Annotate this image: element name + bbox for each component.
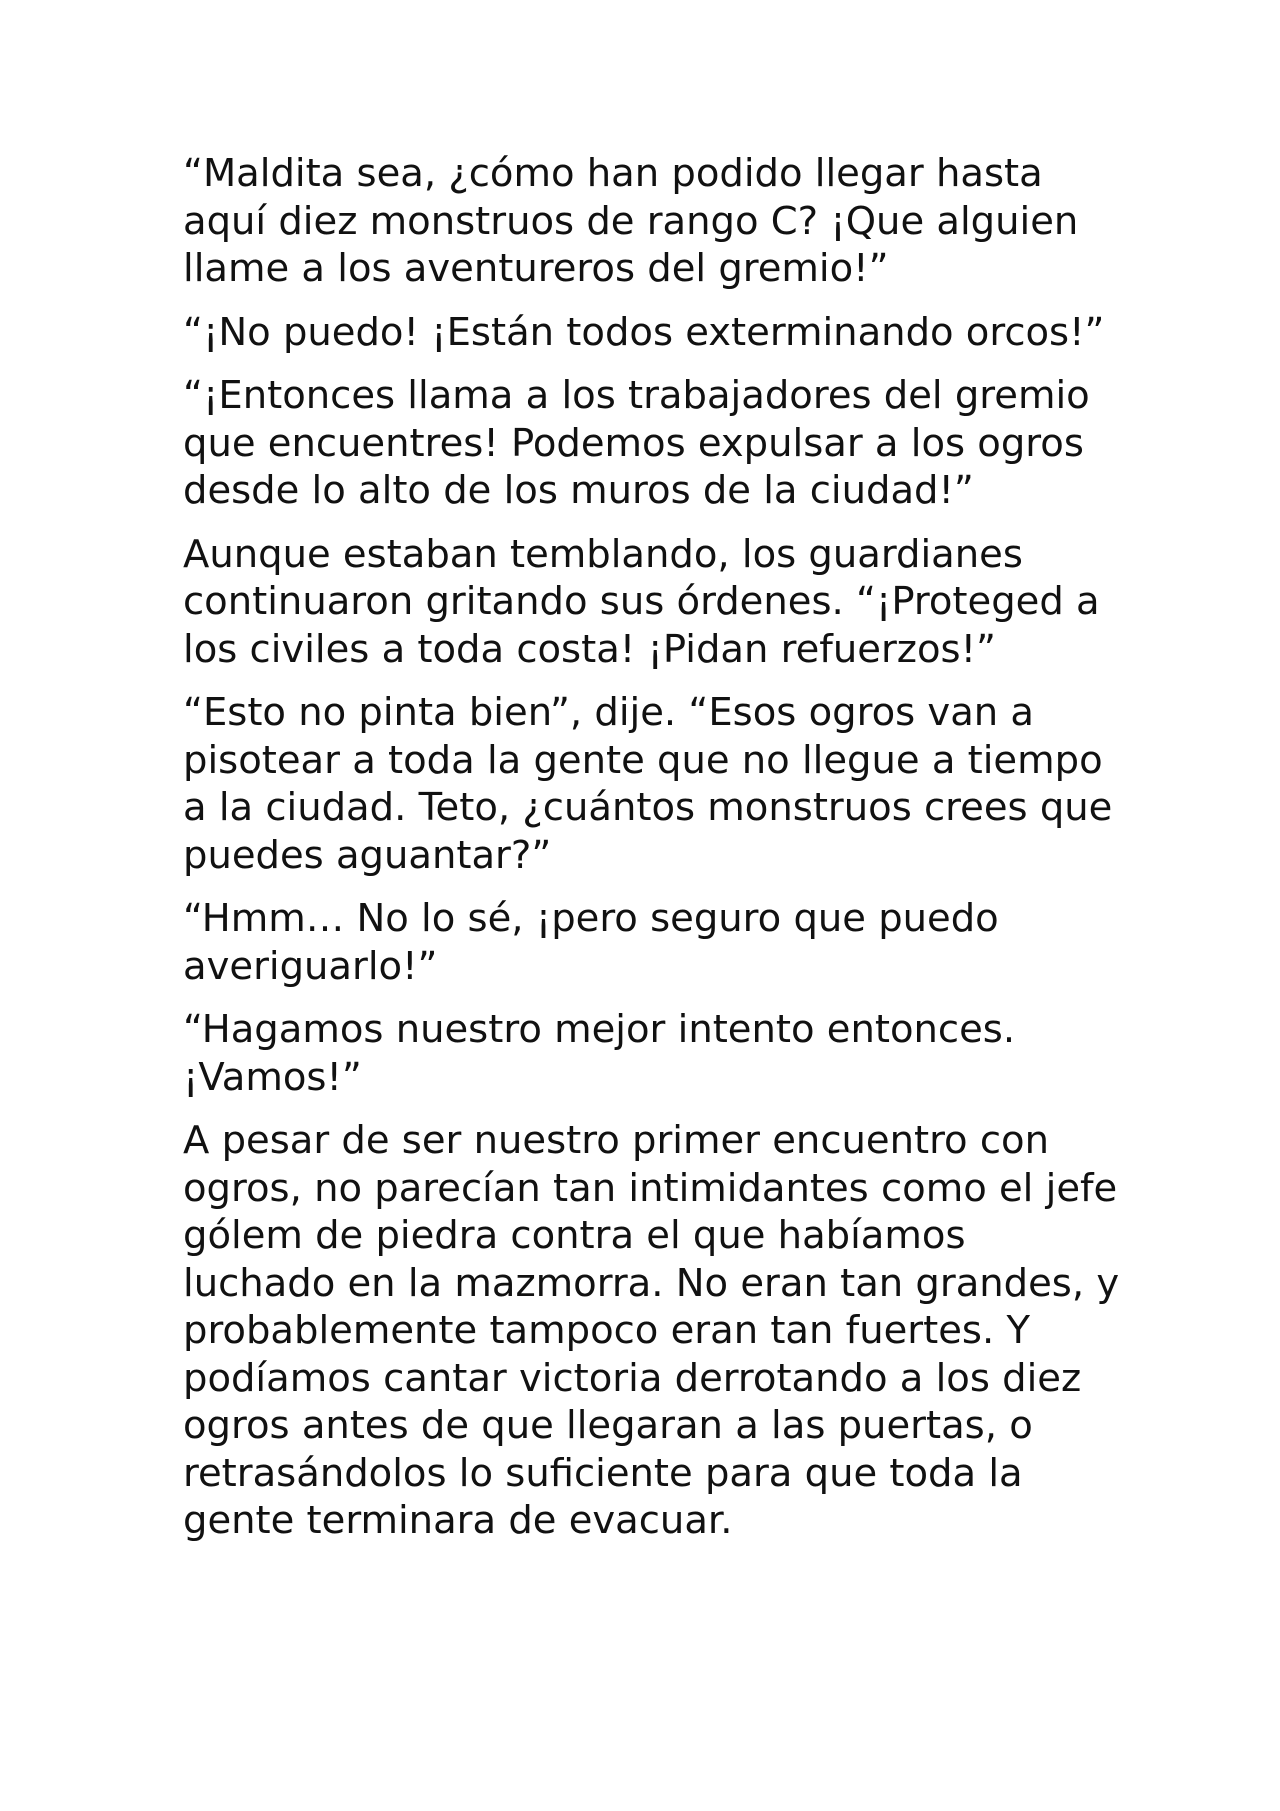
paragraph-2: “¡No puedo! ¡Están todos exterminando orcos!” bbox=[183, 309, 1105, 355]
paragraph-6: “Hmm… No lo sé, ¡pero seguro que puedo averiguarlo!” bbox=[183, 896, 999, 989]
paragraph-3: “¡Entonces llama a los trabajadores del gremio que encuentres! Podemos expulsar a los ogros desde lo alto de los muros de la ciudad!” bbox=[183, 373, 1090, 513]
paragraph-4: Aunque estaban temblando, los guardianes continuaron gritando sus órdenes. “¡Proteged a los civiles a toda costa! ¡Pidan refuerzos!” bbox=[183, 531, 1100, 672]
paragraph-5: “Esto no pinta bien”, dije. “Esos ogros van a pisotear a toda la gente que no llegue a tiempo a la ciudad. Teto, ¿cuántos monstruos crees que puedes aguantar?” bbox=[183, 690, 1113, 878]
paragraph-8: A pesar de ser nuestro primer encuentro con ogros, no parecían tan intimidantes como el jefe gólem de piedra contra el que habíamos luchado en la mazmorra. No eran tan grandes, y probablemente tampoco eran tan fuertes. Y podíamos cantar victoria derrotando a los diez ogros antes de que llegaran a las puertas, o retrasándolos lo suficiente para que toda la gente terminara de evacuar. bbox=[183, 1118, 1120, 1543]
page-text bbox=[183, 150, 1123, 1561]
paragraph-1: “Maldita sea, ¿cómo han podido llegar hasta aquí diez monstruos de rango C? ¡Que alguien llame a los aventureros del gremio!” bbox=[183, 151, 1079, 291]
paragraph-7: “Hagamos nuestro mejor intento entonces. ¡Vamos!” bbox=[183, 1007, 1016, 1100]
